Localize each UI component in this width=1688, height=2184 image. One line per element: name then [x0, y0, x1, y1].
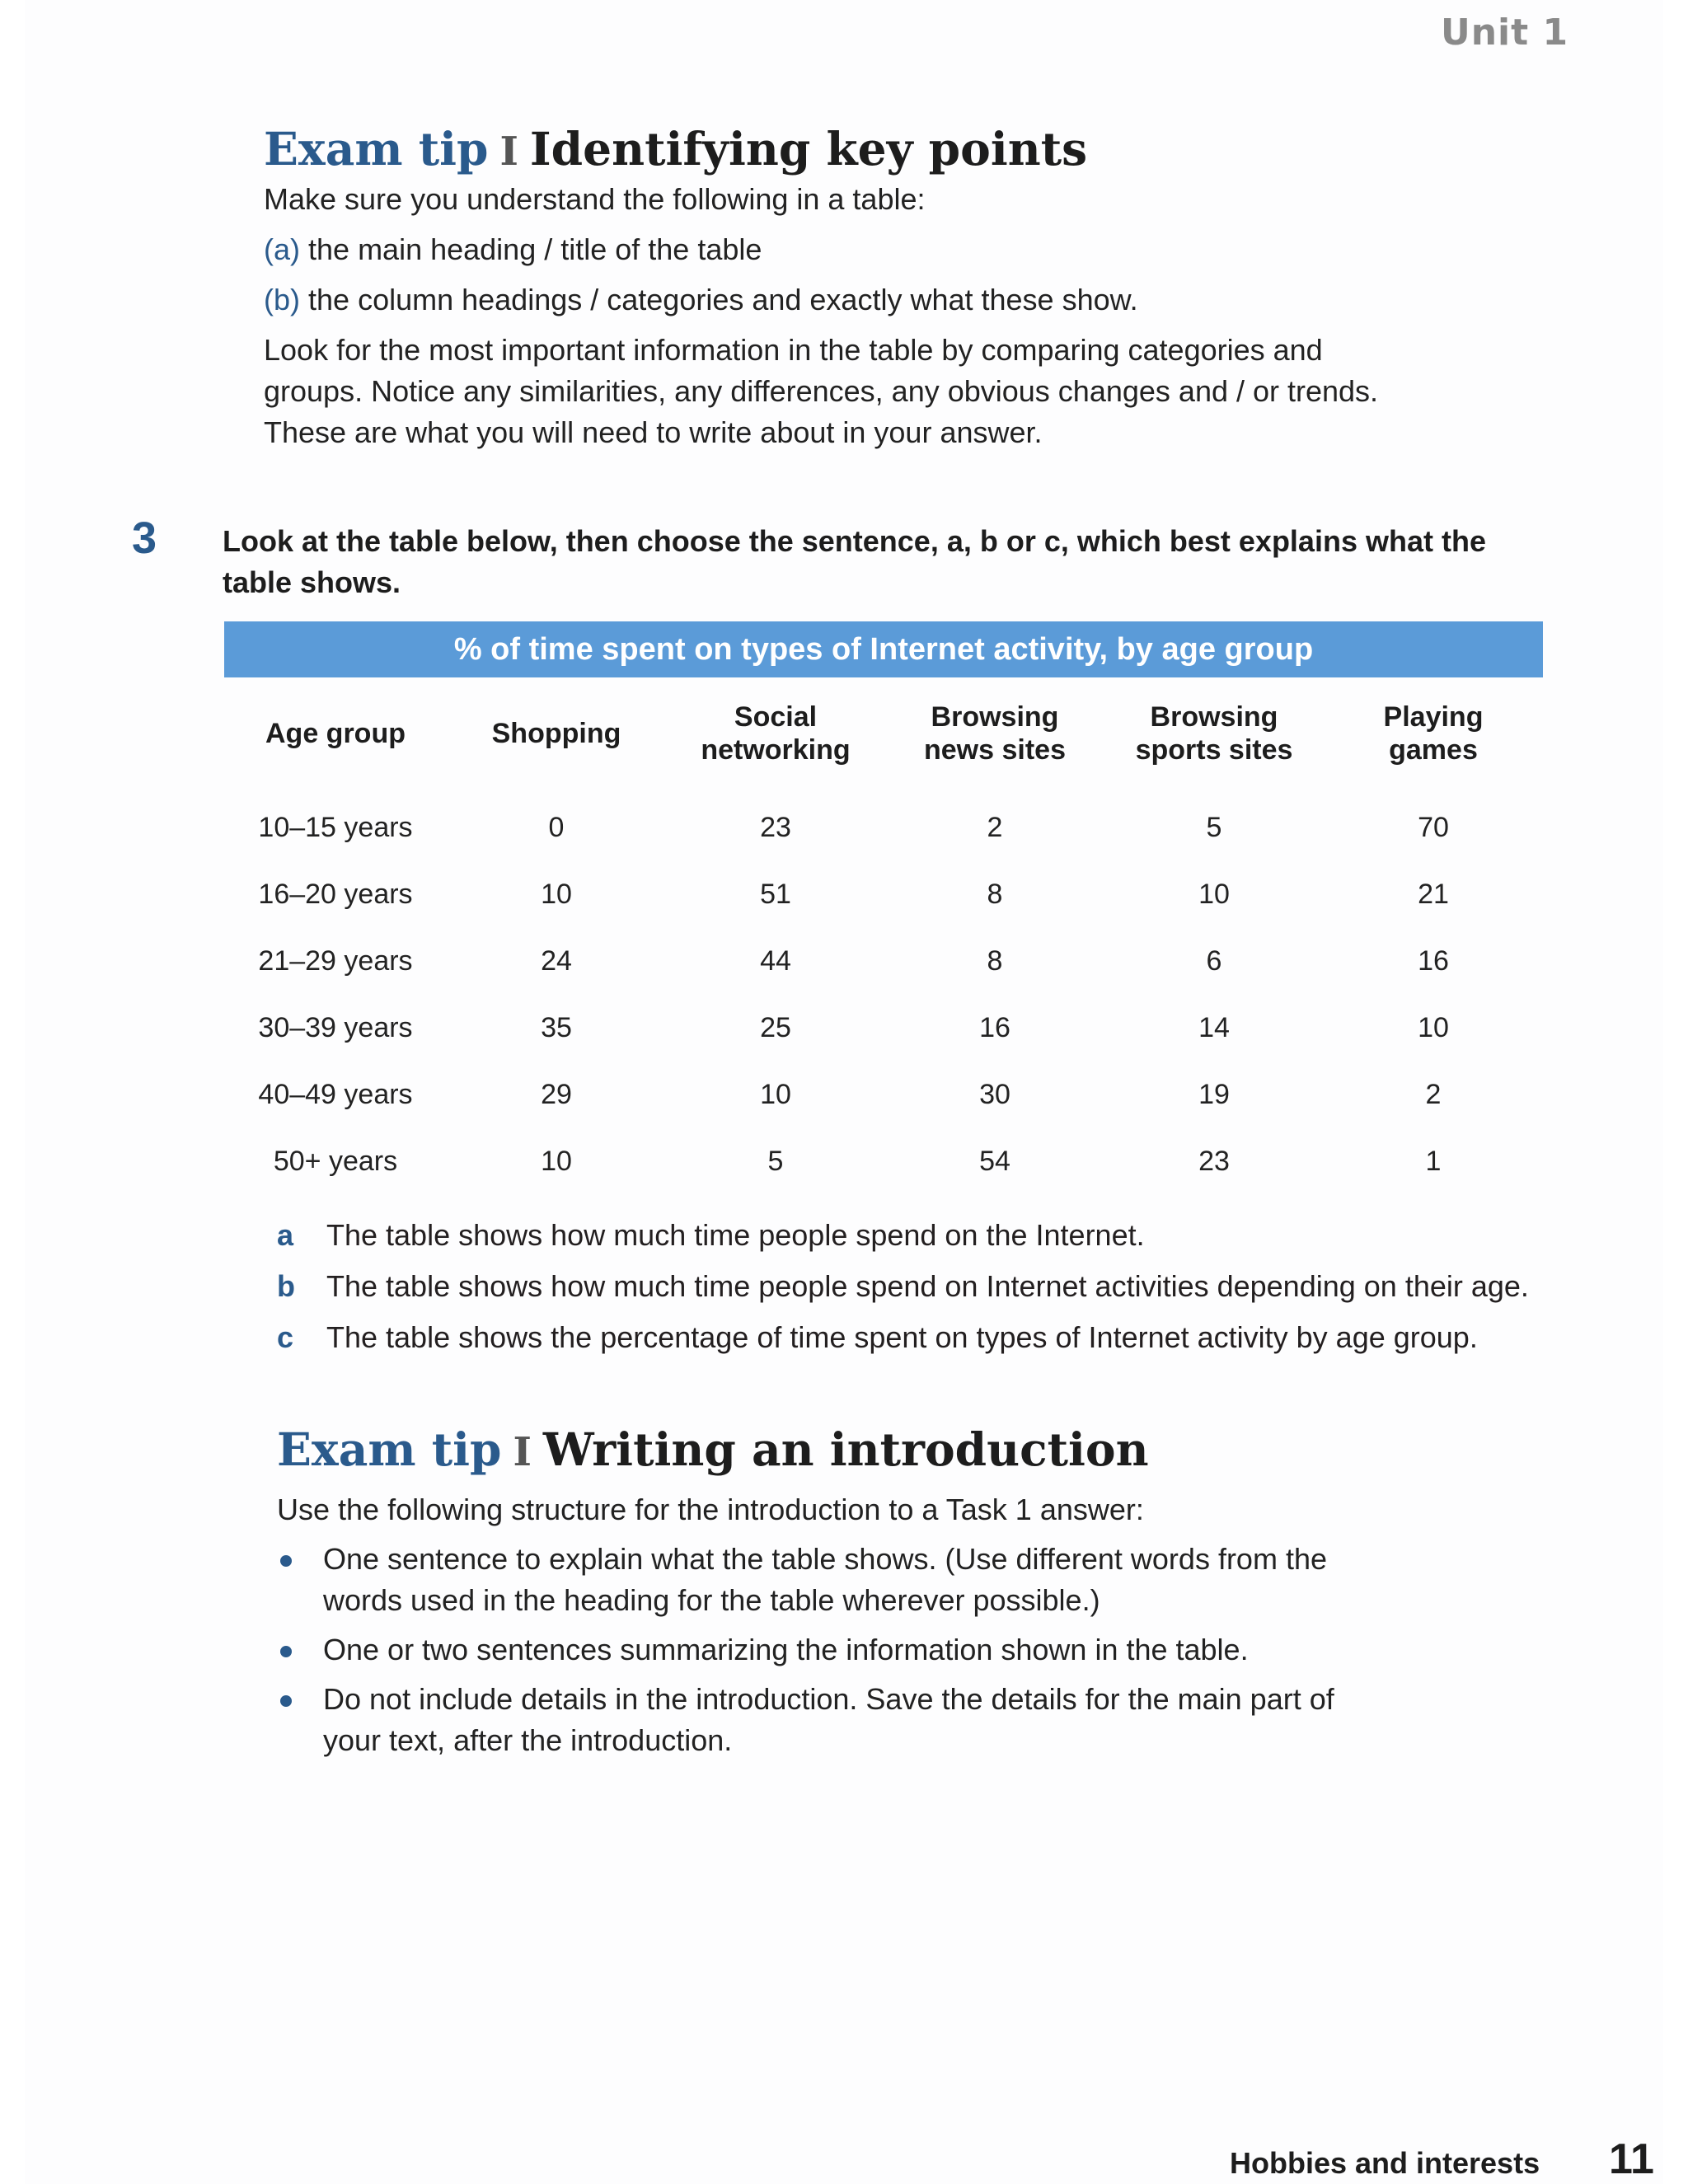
item-text: the main heading / title of the table — [308, 232, 762, 266]
answer-option-c[interactable] — [277, 1312, 1579, 1363]
column-header-playing-games: Playing games — [1383, 701, 1484, 766]
table-cell: 10 — [1198, 879, 1230, 910]
option-text: The table shows how much time people spend on Internet activities depending on their age. — [326, 1269, 1529, 1303]
table-cell: 5 — [1206, 812, 1222, 843]
table-row — [224, 861, 1543, 928]
option-text: The table shows the percentage of time spent on types of Internet activity by age group. — [326, 1320, 1478, 1354]
internet-activity-table — [224, 621, 1543, 1195]
bullet-item: Do not include details in the introduction. Save the details for the main part of your text, after the introduction. — [277, 1679, 1563, 1761]
item-letter: (b) — [264, 283, 300, 316]
table-cell: 1 — [1425, 1146, 1442, 1177]
table-cell: 10 — [1418, 1012, 1449, 1043]
bullet-item: One sentence to explain what the table shows. (Use different words from the words used in the heading for the table wherever possible.) — [277, 1539, 1563, 1621]
exam-tip-writing-introduction — [277, 1422, 1563, 1761]
table-cell: 14 — [1198, 1012, 1230, 1043]
exam-tip-1-line: Look for the most important information in the table by comparing categories and — [264, 333, 1323, 367]
table-row — [224, 1062, 1543, 1128]
option-letter: c — [277, 1320, 294, 1354]
table-header-row — [224, 677, 1543, 790]
footer-section-title: Hobbies and interests — [1230, 2146, 1540, 2180]
page — [25, 0, 1663, 2184]
table-cell: 29 — [541, 1079, 572, 1110]
item-letter: (a) — [264, 232, 300, 266]
exam-tip-1-line: groups. Notice any similarities, any differences, any obvious changes and / or trends. — [264, 374, 1379, 408]
table-cell: 16 — [979, 1012, 1010, 1043]
exam-tip-1-item-b — [264, 279, 1550, 321]
table-cell: 0 — [548, 812, 565, 843]
table-cell: 19 — [1198, 1079, 1230, 1110]
bullet-item: One or two sentences summarizing the information shown in the table. — [277, 1629, 1563, 1671]
column-header-browsing-sports: Browsing sports sites — [1135, 701, 1293, 766]
table-cell: 8 — [987, 945, 1003, 977]
exam-tip-1-item-a — [264, 229, 1550, 270]
exam-tip-2-label: Exam tip — [277, 1422, 502, 1476]
table-cell: 44 — [760, 945, 791, 977]
exam-tip-1-body — [264, 179, 1550, 453]
option-text: The table shows how much time people spend on the Internet. — [326, 1218, 1145, 1252]
column-header-social-networking: Social networking — [701, 701, 851, 766]
exam-tip-2-intro: Use the following structure for the introduction to a Task 1 answer: — [277, 1493, 1144, 1526]
bullet-icon — [280, 1695, 292, 1707]
table-cell: 51 — [760, 879, 791, 910]
answer-option-a[interactable] — [277, 1210, 1579, 1261]
unit-label: Unit 1 — [1441, 12, 1569, 54]
exam-tip-1-title: Identifying key points — [529, 122, 1088, 176]
page-number: 11 — [1609, 2135, 1654, 2183]
exam-tip-1-separator: I — [499, 129, 518, 175]
table-cell: 24 — [541, 945, 572, 977]
question-number: 3 — [132, 513, 157, 563]
table-cell: 10 — [541, 1146, 572, 1177]
table-cell: 23 — [1198, 1146, 1230, 1177]
table-cell: 50+ years — [273, 1146, 398, 1177]
item-text: the column headings / categories and exactly what these show. — [308, 283, 1138, 316]
table-cell: 2 — [987, 812, 1003, 843]
table-row — [224, 790, 1543, 861]
question-prompt-line: table shows. — [223, 565, 401, 599]
table-cell: 6 — [1206, 945, 1222, 977]
column-header-age-group: Age group — [265, 718, 406, 749]
question-prompt — [223, 521, 1558, 603]
table-cell: 5 — [767, 1146, 784, 1177]
table-cell: 23 — [760, 812, 791, 843]
table-cell: 70 — [1418, 812, 1449, 843]
exam-tip-2-heading — [277, 1422, 1563, 1476]
option-letter: b — [277, 1269, 295, 1303]
table-cell: 16 — [1418, 945, 1449, 977]
table-title: % of time spent on types of Internet activity, by age group — [224, 621, 1543, 677]
table-cell: 21 — [1418, 879, 1449, 910]
exam-tip-1-label: Exam tip — [264, 122, 489, 176]
exam-tip-1-intro: Make sure you understand the following in a table: — [264, 182, 926, 216]
table-cell: 35 — [541, 1012, 572, 1043]
exam-tip-2-bullets — [277, 1539, 1563, 1761]
data-table — [224, 677, 1543, 1195]
column-header-shopping: Shopping — [491, 718, 621, 749]
table-cell: 30–39 years — [258, 1012, 413, 1043]
exam-tip-2-separator: I — [513, 1429, 532, 1475]
table-cell: 40–49 years — [258, 1079, 413, 1110]
table-cell: 10 — [541, 879, 572, 910]
bullet-icon — [280, 1646, 292, 1657]
table-row — [224, 928, 1543, 995]
table-cell: 54 — [979, 1146, 1010, 1177]
question-prompt-line: Look at the table below, then choose the sentence, a, b or c, which best explains what the — [223, 524, 1486, 558]
exam-tip-1-heading — [264, 122, 1550, 176]
table-row — [224, 995, 1543, 1062]
table-cell: 21–29 years — [258, 945, 413, 977]
exam-tip-2-body — [277, 1489, 1563, 1761]
table-row — [224, 1128, 1543, 1195]
exam-tip-1-line: These are what you will need to write about in your answer. — [264, 415, 1043, 449]
table-cell: 10–15 years — [258, 812, 413, 843]
table-cell: 25 — [760, 1012, 791, 1043]
exam-tip-identifying-key-points — [264, 122, 1550, 453]
answer-options — [277, 1210, 1579, 1363]
answer-option-b[interactable] — [277, 1261, 1579, 1312]
exam-tip-2-title: Writing an introduction — [542, 1422, 1149, 1476]
table-cell: 16–20 years — [258, 879, 413, 910]
option-letter: a — [277, 1218, 294, 1252]
table-cell: 10 — [760, 1079, 791, 1110]
column-header-browsing-news: Browsing news sites — [924, 701, 1066, 766]
table-cell: 2 — [1425, 1079, 1442, 1110]
table-cell: 8 — [987, 879, 1003, 910]
bullet-icon — [280, 1555, 292, 1567]
table-cell: 30 — [979, 1079, 1010, 1110]
